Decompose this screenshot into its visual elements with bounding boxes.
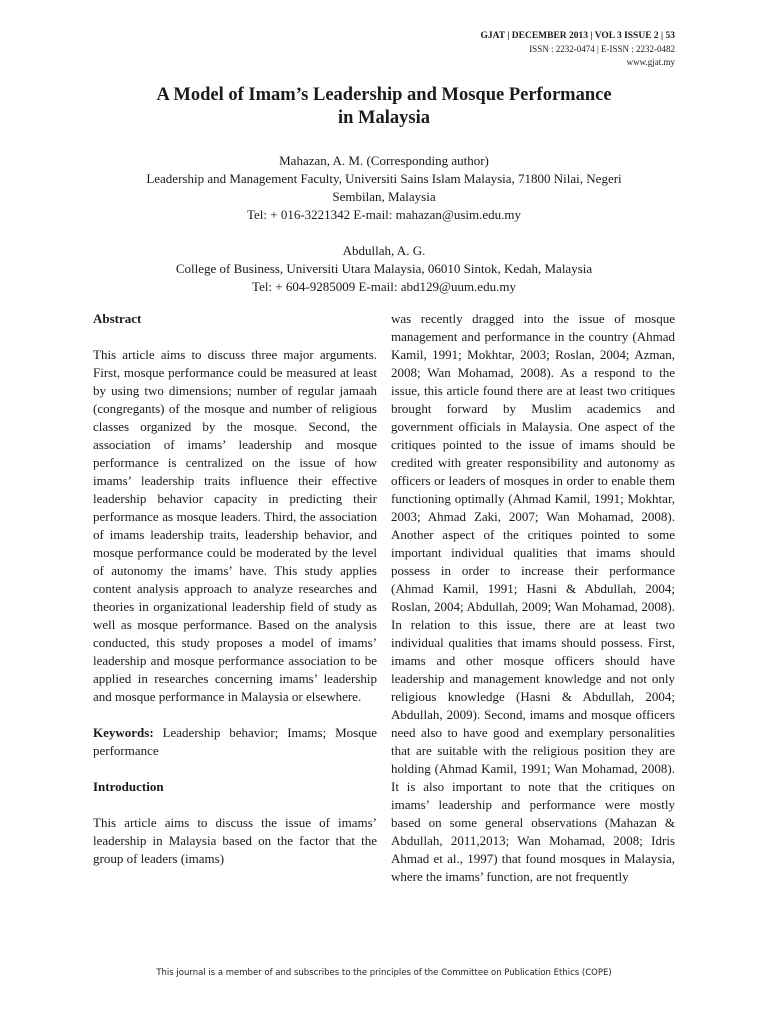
title-line-2: in Malaysia [338,108,430,128]
body-text-continued: was recently dragged into the issue of mosque management and performance in the country (Ahmad Kamil, 1991; Mokhtar, 2003; Roslan, 2004; Azman, 2008; Wan Mohamad, 2008). As a respond to the issue, this article found there are at least two critiques brought forward by Muslim academics and government officials in Malaysia. One aspect of the critiques pointed to the issue of imams should be credited with greater responsibility and autonomy as officers or leaders of mosques in order to enable them functioning optimally (Ahmad Kamil, 1991; Mokhtar, 2003; Ahmad Zaki, 2007; Wan Mohamad, 2008). Another aspect of the critiques pointed to some important individual qualities that imams should possess in order to increase their performance (Ahmad Kamil, 1991; Hasni & Abdullah, 2004; Roslan, 2004; Abdullah, 2009; Wan Mohamad, 2008). In relation to this issue, there are at least two individual qualities that imams should possess. First, imams and other mosque officers should have leadership and management knowledge and not only religious knowledge (Hasni & Abdullah, 2004; Abdullah, 2009). Second, imams and mosque officers need also to have good and exemplary personalities that are suitable with the religious position they are holding (Ahmad Kamil, 1991; Wan Mohamad, 2008). It is also important to note that the critiques on imams’ leadership and performance were mostly based on some general observations (Mahazan & Abdullah, 2011,2013; Wan Mohamad, 2008; Idris Ahmad et al., 1997) that found mosques in Malaysia, where the imams’ function, are not frequently [391,311,675,884]
author-name: Mahazan, A. M. (Corresponding author) [279,153,489,168]
journal-header [480,30,675,69]
abstract-text: This article aims to discuss three major arguments. First, mosque performance could be measured at least by using two dimensions; number of regular jamaah (congregants) of the mosque and number of religious classes organized by the mosque. Second, the association of imams’ leadership and mosque performance is centralized on the issue of how imams’ leadership traits influence their effective leadership behavior capacity in predicting their performance as mosque leaders. Third, the association of imams leadership traits, leadership behavior, and mosque performance could be moderated by the level of autonomy the imams’ have. This study applies content analysis approach to analyze researches and theories in organizational leadership field of study as well as mosque performance. Based on the analysis conducted, this study proposes a model of imams’ leadership and mosque performance association to be applied in researches concerning imams’ leadership and mosque performance in Malaysia or elsewhere. [93,347,377,704]
author-contact: Tel: + 604-9285009 E-mail: abd129@uum.edu.my [252,279,516,294]
keywords-text: Leadership behavior; Imams; Mosque performance [93,725,377,758]
author-block-1 [0,152,768,224]
journal-issue-line: GJAT | DECEMBER 2013 | VOL 3 ISSUE 2 | 53 [480,31,675,41]
paper-title [0,84,768,130]
author-affiliation: College of Business, Universiti Utara Malaysia, 06010 Sintok, Kedah, Malaysia [175,261,593,276]
issn-line: ISSN : 2232-0474 | E-ISSN : 2232-0482 [529,44,675,54]
author-affiliation: Leadership and Management Faculty, Universiti Sains Islam Malaysia, 71800 Nilai, Negeri Sembilan, Malaysia [146,171,622,204]
introduction-text: This article aims to discuss the issue of imams’ leadership in Malaysia based on the factor that the group of leaders (imams) [93,815,377,866]
keywords-paragraph [93,724,377,760]
author-name: Abdullah, A. G. [342,243,426,258]
author-contact: Tel: + 016-3221342 E-mail: mahazan@usim.edu.my [246,207,521,222]
keywords-label: Keywords: [93,725,154,740]
introduction-heading: Introduction [93,779,164,794]
left-column [93,310,377,886]
author-block-2 [0,242,768,296]
right-column [391,310,675,904]
cope-footer: This journal is a member of and subscribes to the principles of the Committee on Publication Ethics (COPE) [156,968,612,978]
title-line-1: A Model of Imam’s Leadership and Mosque Performance [156,85,612,105]
author-list [0,152,768,314]
journal-website: www.gjat.my [626,57,675,67]
abstract-heading: Abstract [93,311,142,326]
